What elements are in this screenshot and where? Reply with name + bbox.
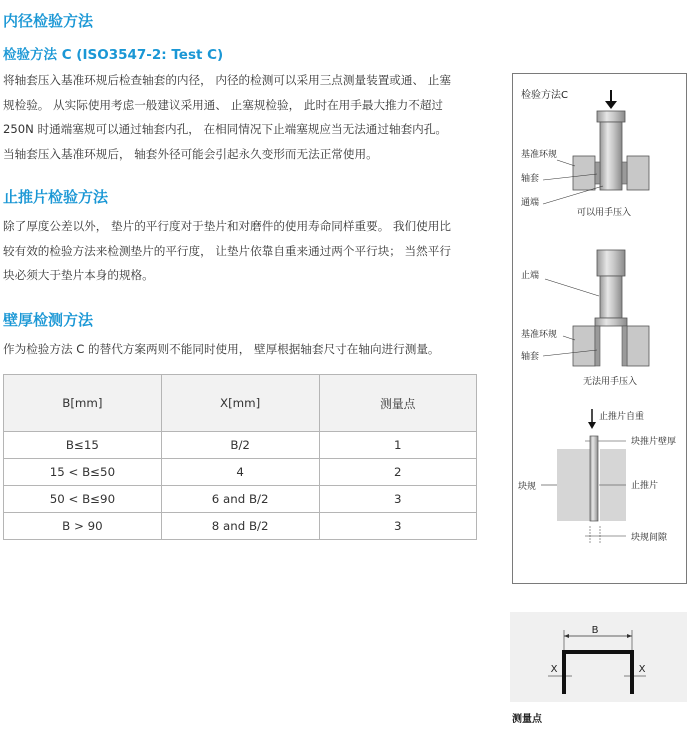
section-title-thrust-washer: 止推片检验方法	[3, 188, 109, 206]
table-cell: 15 < B≤50	[4, 459, 162, 486]
table-cell: 8 and B/2	[161, 513, 319, 540]
label-gap: 块规间隙	[631, 533, 668, 543]
bushing-wall-right	[630, 654, 634, 694]
label-self-weight: 止推片自重	[599, 412, 645, 422]
measurement-table	[3, 374, 477, 540]
section-subtitle-method-c: 检验方法 C (ISO3547-2: Test C)	[3, 47, 224, 63]
table-row	[4, 513, 477, 540]
inspection-diagram-panel	[512, 73, 687, 584]
label-wall-thickness: 块推片壁厚	[631, 437, 677, 447]
table-cell: B > 90	[4, 513, 162, 540]
table-cell: B≤15	[4, 432, 162, 459]
text-line: 当轴套压入基准环规后， 轴套外径可能会引起永久变形而无法正常使用。	[3, 146, 378, 161]
table-cell: 3	[319, 486, 476, 513]
label-b: B	[591, 625, 599, 636]
table-row	[4, 459, 477, 486]
label-bushing: 轴套	[521, 174, 540, 184]
table-header-row	[4, 375, 477, 432]
paragraph-thrust-washer	[3, 214, 483, 288]
header-x: X[mm]	[161, 375, 319, 432]
text-line: 除了厚度公差以外， 垫片的平行度对于垫片和对磨件的使用寿命同样重要。 我们使用比	[3, 219, 451, 233]
bushing-wall-left	[562, 654, 566, 694]
diagram-title: 检验方法C	[521, 90, 568, 101]
label-nogo-end: 止端	[521, 271, 540, 281]
label-thrust-washer: 止推片	[631, 481, 659, 491]
press-arrow-icon	[605, 90, 617, 109]
text-line: 作为检验方法 C 的替代方案两则不能同时使用， 壁厚根据轴套尺寸在轴向进行测量。	[3, 342, 440, 356]
text-line: 将轴套压入基准环规后检查轴套的内径， 内径的检测可以采用三点测量装置或通、 止塞	[3, 73, 451, 87]
section-title-inner-diameter: 内径检验方法	[3, 12, 94, 30]
label-ring-gauge: 基准环规	[521, 150, 558, 160]
label-block-gauge: 块规	[518, 482, 537, 492]
header-b: B[mm]	[4, 375, 162, 432]
label-x-right: X	[638, 664, 646, 675]
inspection-diagram	[513, 74, 688, 585]
thrust-washer-shape	[590, 436, 598, 521]
measurement-point-diagram	[510, 612, 687, 702]
text-line: 块必须大于垫片本身的规格。	[3, 268, 154, 282]
down-arrow-icon	[588, 409, 596, 429]
label-ring-gauge-2: 基准环规	[521, 330, 558, 340]
ring-gauge-shape	[573, 326, 649, 366]
section-title-wall-thickness: 壁厚检测方法	[3, 311, 94, 329]
go-gauge-shape	[597, 111, 625, 190]
table-cell: 4	[161, 459, 319, 486]
label-go-end: 通端	[521, 198, 540, 208]
nogo-gauge-shape	[595, 250, 627, 326]
table-row	[4, 486, 477, 513]
table-cell: 50 < B≤90	[4, 486, 162, 513]
label-bushing-2: 轴套	[521, 352, 540, 362]
table-cell: 2	[319, 459, 476, 486]
paragraph-inner-diameter	[3, 68, 483, 166]
table-cell: 3	[319, 513, 476, 540]
table-cell: 6 and B/2	[161, 486, 319, 513]
table-cell: B/2	[161, 432, 319, 459]
label-nogo-result: 无法用手压入	[583, 377, 638, 387]
table-cell: 1	[319, 432, 476, 459]
table-row	[4, 432, 477, 459]
measurement-point-figure	[510, 612, 687, 702]
text-line: 较有效的检验方法来检测垫片的平行度， 让垫片依靠自重来通过两个平行块； 当然平行	[3, 243, 451, 258]
paragraph-wall-thickness	[3, 337, 483, 362]
label-x-left: X	[550, 664, 558, 675]
text-line: 规检验。 从实际使用考虑一般建议采用通、 止塞规检验， 此时在用手最大推力不超过	[3, 97, 444, 112]
label-go-result: 可以用手压入	[577, 208, 632, 218]
figure-caption: 测量点	[512, 714, 542, 725]
text-line: 250N 时通端塞规可以通过轴套内孔， 在相同情况下止端塞规应当无法通过轴套内孔。	[3, 122, 447, 136]
bushing-wall-top	[562, 650, 634, 654]
header-points: 测量点	[319, 375, 476, 432]
